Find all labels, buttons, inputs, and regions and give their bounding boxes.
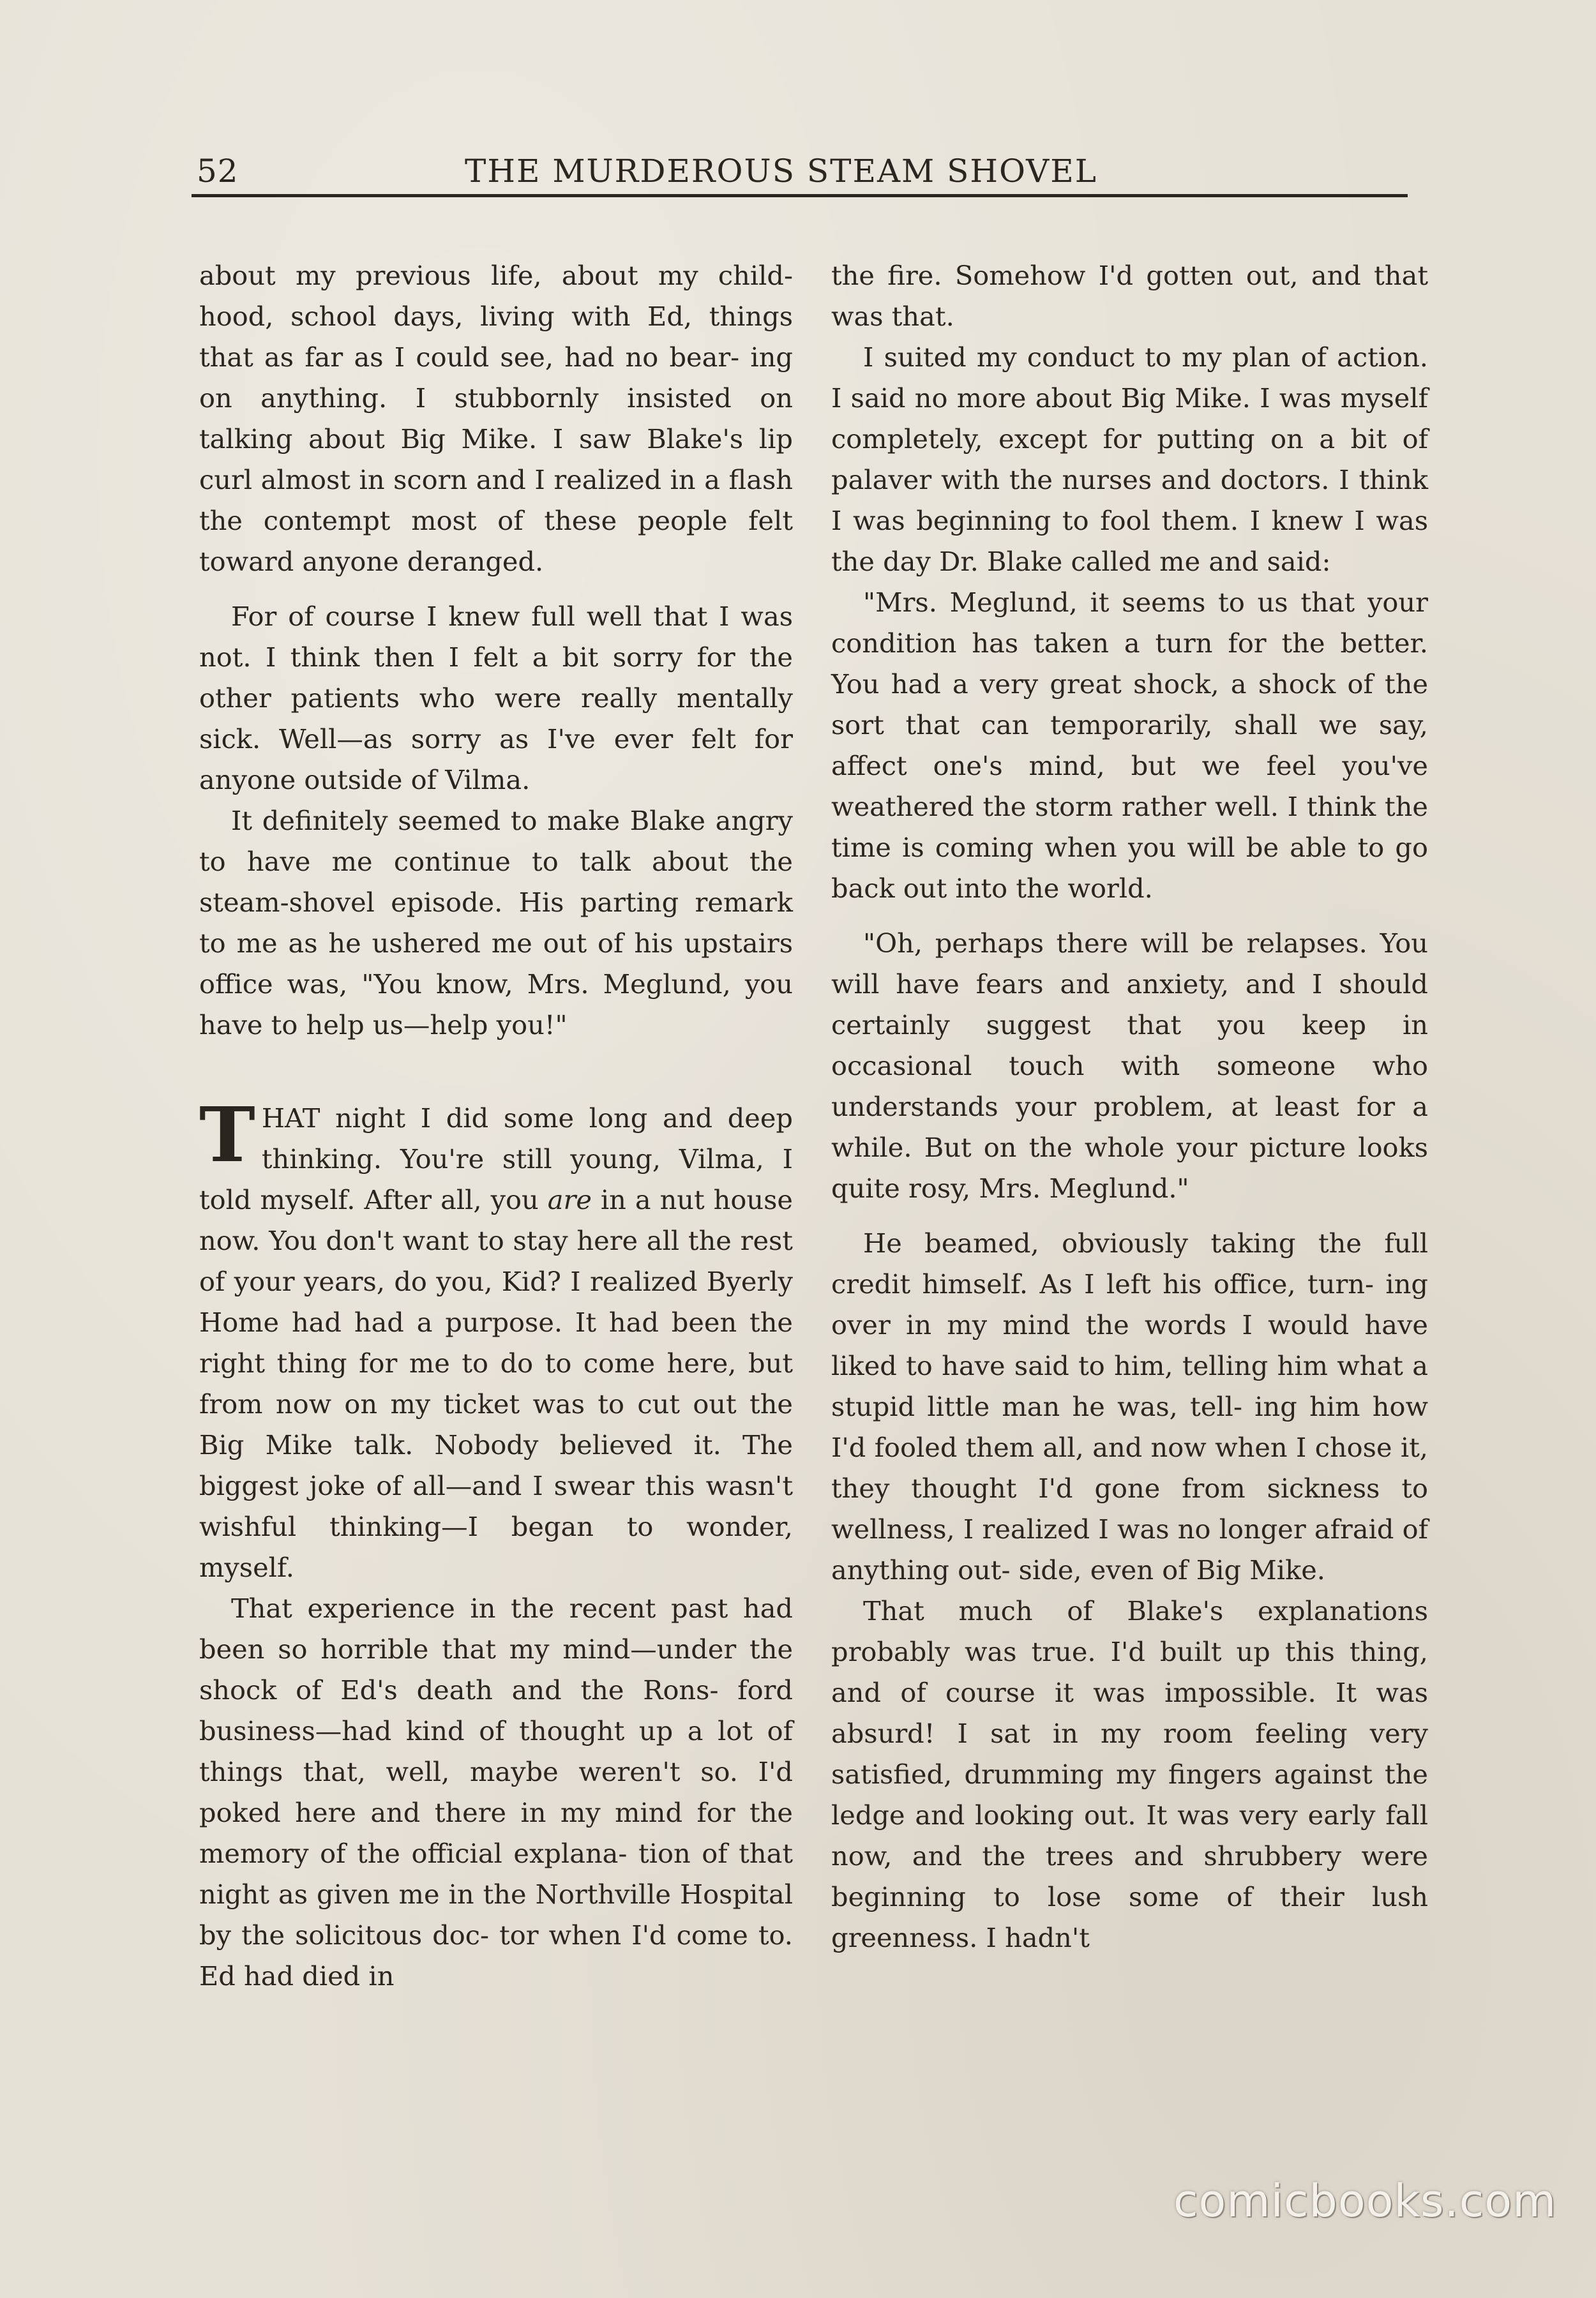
left-column (199, 255, 793, 1997)
page-number: 52 (197, 153, 239, 190)
paragraph: about my previous life, about my child- hood, school days, living with Ed, things that as far as I could see, had no bear- ing on anything. I stubbornly insisted on talking about Big Mike. I saw Blake's lip curl almost in scorn and I realized in a flash the contempt most of these people felt toward anyone deranged. (199, 260, 793, 577)
watermark: comicbooks.com (1173, 2175, 1557, 2227)
paragraph-text: HAT night I did some long and deep thinking. You're still young, Vilma, I told myself. After all, you (199, 1102, 793, 1215)
paragraph: He beamed, obviously taking the full credit himself. As I left his office, turn- ing over in my mind the words I would have liked to have said to him, telling him what a stupid little man he was, tell- ing him how I'd fooled them all, and now when I chose it, they thought I'd gone from sickness to wellness, I realized I was no longer afraid of anything out- side, even of Big Mike. (831, 1228, 1428, 1586)
paragraph-text: in a nut house now. You don't want to stay here all the rest of your years, do you, Kid? I realized Byerly Home had had a purpose. It had been the right thing for me to do to come here, but from now on my ticket was to cut out the Big Mike talk. Nobody believed it. The biggest joke of all—and I swear this wasn't wishful thinking—I began to wonder, myself. (199, 1184, 793, 1583)
running-title: THE MURDEROUS STEAM SHOVEL (465, 153, 1097, 190)
paragraph: It definitely seemed to make Blake angry to have me continue to talk about the steam-shovel episode. His parting remark to me as he ushered me out of his upstairs office was, "You know, Mrs. Meglund, you have to help us—help you!" (199, 805, 793, 1040)
page-header (192, 146, 1408, 197)
paragraph: "Oh, perhaps there will be relapses. You will have fears and anxiety, and I should certainly suggest that you keep in occasional touch with someone who understands your problem, at least for a while. But on the whole your picture looks quite rosy, Mrs. Meglund." (831, 927, 1428, 1204)
header-rule (192, 194, 1408, 197)
drop-cap: T (199, 1090, 255, 1179)
paragraph: That experience in the recent past had been so horrible that my mind—under the shock of Ed's death and the Rons- ford business—had kind of thought up a lot of things that, well, maybe weren't so. I'd poked here and there in my mind for the memory of the official explana- tion of that night as given me in the Northville Hospital by the solicitous doc- tor when I'd come to. Ed had died in (199, 1593, 793, 1992)
paragraph: "Mrs. Meglund, it seems to us that your condition has taken a turn for the better. You had a very great shock, a shock of the sort that can temporarily, shall we say, affect one's mind, but we feel you've weathered the storm rather well. I think the time is coming when you will be able to go back out into the world. (831, 587, 1428, 904)
section-paragraph (199, 1090, 793, 1588)
right-column (831, 255, 1428, 1958)
paragraph: For of course I knew full well that I was not. I think then I felt a bit sorry for the other patients who were really mentally sick. Well—as sorry as I've ever felt for anyone outside of Vilma. (199, 601, 793, 795)
paragraph: That much of Blake's explanations probably was true. I'd built up this thing, and of course it was impossible. It was absurd! I sat in my room feeling very satisfied, drumming my fingers against the ledge and looking out. It was very early fall now, and the trees and shrubbery were beginning to lose some of their lush greenness. I hadn't (831, 1595, 1428, 1953)
paragraph: I suited my conduct to my plan of action. I said no more about Big Mike. I was myself completely, except for putting on a bit of palaver with the nurses and doctors. I think I was beginning to fool them. I knew I was the day Dr. Blake called me and said: (831, 342, 1428, 577)
paragraph: the fire. Somehow I'd gotten out, and that was that. (831, 260, 1428, 332)
emphasis-text: are (547, 1184, 592, 1215)
